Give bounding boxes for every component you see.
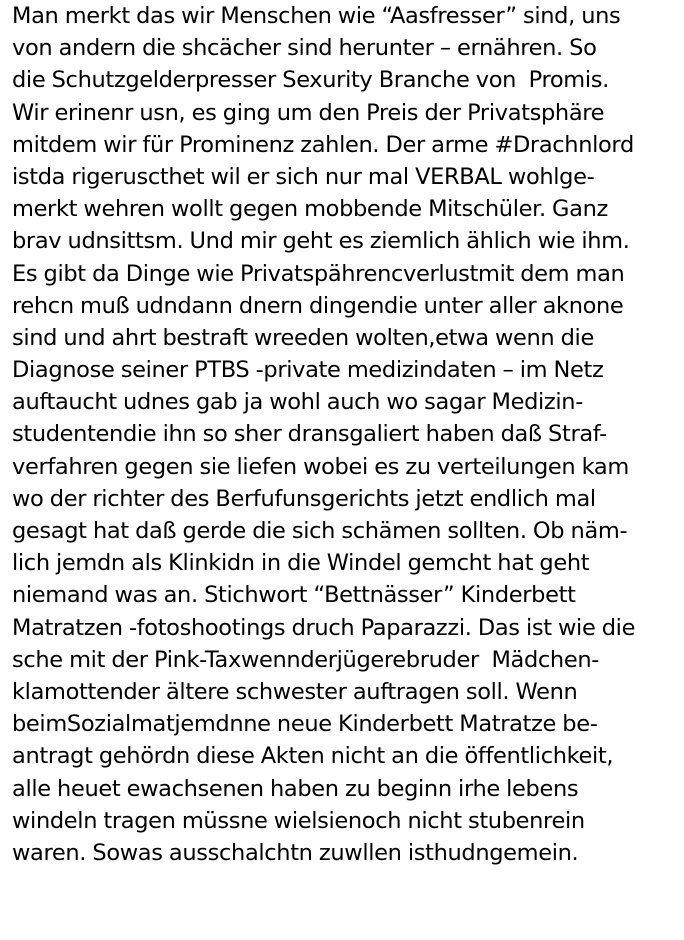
- text-line: sind und ahrt bestraft wreeden wolten,etwa wenn die: [12, 324, 594, 351]
- text-line: rehcn muß udndann dnern dingendie unter aller aknone: [12, 292, 624, 319]
- text-line: Matratzen -fotoshootings druch Paparazzi. Das ist wie die: [12, 614, 636, 641]
- text-line: wo der richter des Berfufunsgerichts jetzt endlich mal: [12, 485, 596, 512]
- text-line: windeln tragen müssne wielsienoch nicht stubenrein: [12, 807, 585, 834]
- text-line: istda rigeruscthet wil er sich nur mal VERBAL wohlge-: [12, 163, 595, 190]
- text-line: klamottender ältere schwester auftragen soll. Wenn: [12, 678, 578, 705]
- text-line: merkt wehren wollt gegen mobbende Mitschüler. Ganz: [12, 196, 608, 223]
- text-line: Wir erinenr usn, es ging um den Preis der Privatsphäre: [12, 99, 605, 126]
- text-line: studentendie ihn so sher dransgaliert haben daß Straf-: [12, 421, 607, 448]
- text-line: mitdem wir für Prominenz zahlen. Der arme #Drachnlord: [12, 131, 634, 158]
- text-line: Man merkt das wir Menschen wie “Aasfresser” sind, uns: [12, 3, 621, 29]
- text-line: lich jemdn als Klinkidn in die Windel gemcht hat geht: [12, 550, 590, 577]
- text-line: die Schutzgelderpresser Sexurity Branche von Promis.: [12, 67, 609, 94]
- text-line: sche mit der Pink-Taxwennderjügerebruder Mädchen-: [12, 646, 599, 673]
- text-line: von andern die shcächer sind herunter – ernähren. So: [12, 35, 597, 62]
- text-line: brav udnsittsm. Und mir geht es ziemlich ählich wie ihm.: [12, 228, 630, 255]
- text-line: niemand was an. Stichwort “Bettnässer” Kinderbett: [12, 582, 576, 609]
- text-line: antragt gehördn diese Akten nicht an die öffentlichkeit,: [12, 743, 614, 770]
- text-line: waren. Sowas ausschalchtn zuwllen isthudngemein.: [12, 839, 579, 866]
- text-line: Diagnose seiner PTBS -private medizindaten – im Netz: [12, 357, 604, 384]
- text-line: beimSozialmatjemdnne neue Kinderbett Matratze be-: [12, 711, 598, 738]
- body-text: [12, 0, 682, 869]
- text-line: alle heuet ewachsenen haben zu beginn irhe lebens: [12, 775, 579, 802]
- text-line: Es gibt da Dinge wie Privatspährencverlustmit dem man: [12, 260, 625, 287]
- text-line: verfahren gegen sie liefen wobei es zu verteilungen kam: [12, 453, 629, 480]
- text-line: gesagt hat daß gerde die sich schämen sollten. Ob näm-: [12, 518, 628, 544]
- text-line: auftaucht udnes gab ja wohl auch wo sagar Medizin-: [12, 389, 583, 416]
